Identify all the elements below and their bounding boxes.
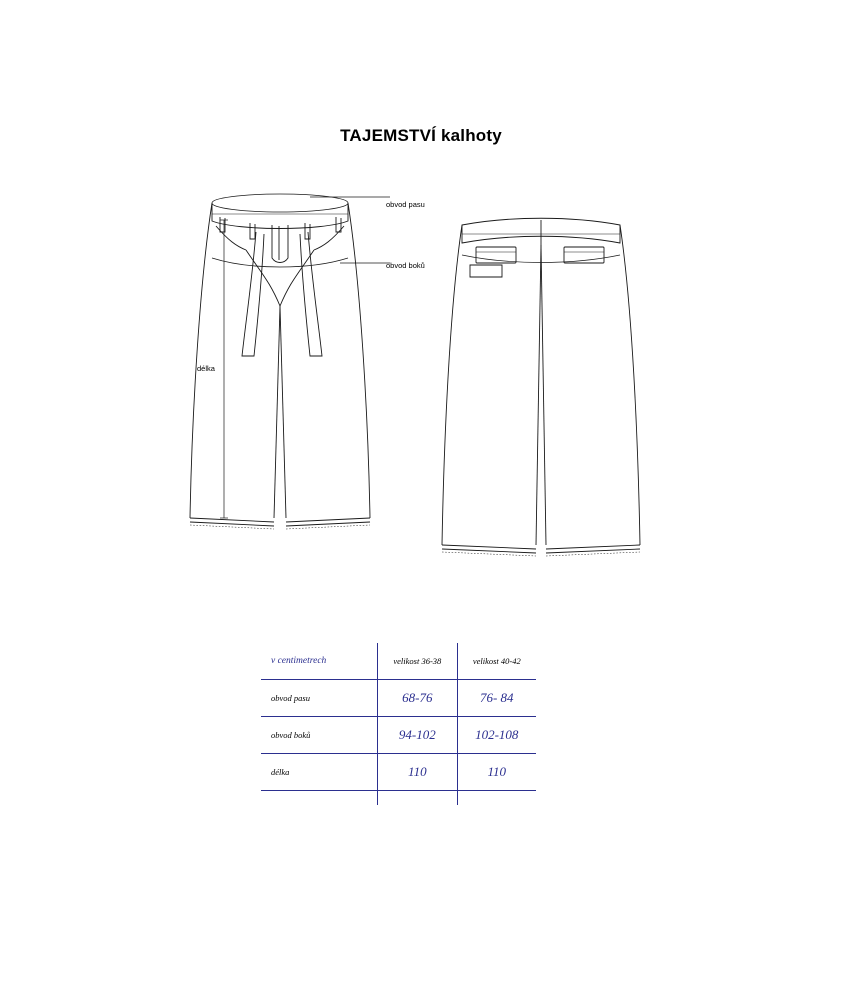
tail-cell-1 <box>261 791 378 806</box>
header-size-2: velikost 40-42 <box>457 643 536 680</box>
header-size-1: velikost 36-38 <box>378 643 457 680</box>
page-title: TAJEMSTVÍ kalhoty <box>340 126 502 145</box>
technical-drawing <box>150 170 710 590</box>
row-label-waist: obvod pasu <box>261 680 378 717</box>
callout-waist: obvod pasu <box>386 200 425 209</box>
front-view-group <box>190 194 370 529</box>
row-waist-size-1: 68-76 <box>378 680 457 717</box>
row-label-hips: obvod boků <box>261 717 378 754</box>
header-unit-label: v centimetrech <box>261 643 378 680</box>
tail-cell-2 <box>378 791 457 806</box>
row-hips-size-2: 102-108 <box>457 717 536 754</box>
table-header-row <box>261 643 536 680</box>
table-row <box>261 680 536 717</box>
table-tail-row <box>261 791 536 806</box>
measure-lines <box>220 197 390 518</box>
table-row <box>261 717 536 754</box>
size-table <box>261 643 536 805</box>
row-label-length: délka <box>261 754 378 791</box>
trousers-diagram-svg <box>150 170 710 590</box>
row-waist-size-2: 76- 84 <box>457 680 536 717</box>
callout-length: délka <box>197 364 215 373</box>
callout-hips: obvod boků <box>386 261 425 270</box>
row-hips-size-1: 94-102 <box>378 717 457 754</box>
back-view-group <box>442 218 640 556</box>
row-length-size-2: 110 <box>457 754 536 791</box>
table-row <box>261 754 536 791</box>
tail-cell-3 <box>457 791 536 806</box>
row-length-size-1: 110 <box>378 754 457 791</box>
